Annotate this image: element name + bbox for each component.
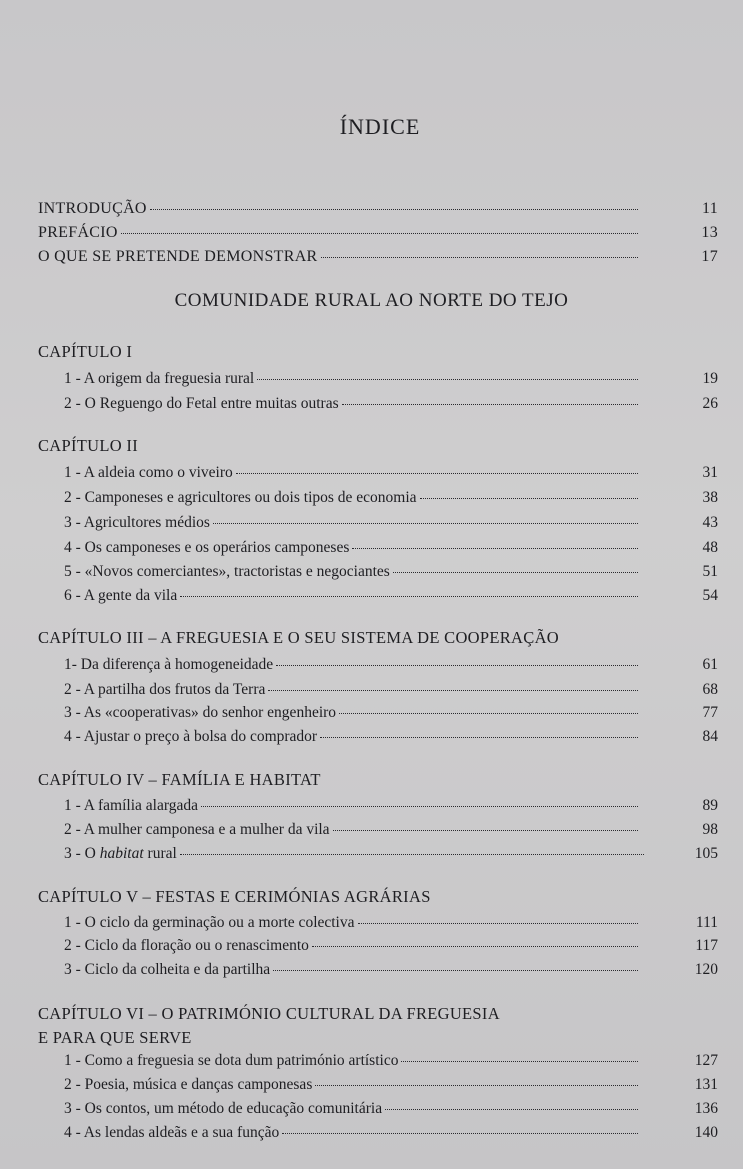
toc-entry[interactable] <box>64 539 718 557</box>
entry-label: 4 - Os camponeses e os operários camponeses <box>64 539 350 556</box>
dot-leader <box>352 548 638 549</box>
toc-entry[interactable] <box>64 914 718 932</box>
dot-leader <box>150 209 638 210</box>
toc-entry[interactable] <box>64 961 718 979</box>
chapter-heading[interactable]: CAPÍTULO V – FESTAS E CERIMÓNIAS AGRÁRIAS <box>38 887 431 906</box>
toc-entry[interactable] <box>38 200 718 218</box>
page-number: 13 <box>701 224 718 241</box>
dot-leader <box>393 572 638 573</box>
entry-label: 1 - A família alargada <box>64 797 198 814</box>
dot-leader <box>420 498 638 499</box>
entry-label: 1 - Como a freguesia se dota dum património artístico <box>64 1052 399 1069</box>
entry-label: O QUE SE PRETENDE DEMONSTRAR <box>38 248 318 265</box>
entry-label: INTRODUÇÃO <box>38 200 147 217</box>
toc-entry[interactable] <box>64 1052 718 1070</box>
page-number: 43 <box>702 514 718 531</box>
toc-entry[interactable] <box>64 797 718 815</box>
dot-leader <box>273 970 638 971</box>
entry-label: 2 - Poesia, música e danças camponesas <box>64 1076 313 1093</box>
entry-label: 1- Da diferença à homogeneidade <box>64 656 274 673</box>
dot-leader <box>321 257 638 258</box>
dot-leader <box>257 379 638 380</box>
page-number: 98 <box>702 821 718 838</box>
dot-leader <box>276 665 638 666</box>
page-number: 19 <box>702 370 718 387</box>
toc-entry[interactable] <box>64 1100 718 1118</box>
entry-label-italic: habitat <box>99 845 144 862</box>
dot-leader <box>268 690 638 691</box>
dot-leader <box>333 830 638 831</box>
dot-leader <box>236 473 638 474</box>
chapter-heading[interactable]: CAPÍTULO IV – FAMÍLIA E HABITAT <box>38 770 321 789</box>
entry-label: 2 - O Reguengo do Fetal entre muitas outras <box>64 395 339 412</box>
page-number: 136 <box>694 1100 718 1117</box>
dot-leader <box>180 854 644 855</box>
dot-leader <box>339 713 638 714</box>
page-number: 11 <box>701 200 718 217</box>
page-number: 140 <box>694 1124 718 1141</box>
toc-entry[interactable] <box>64 514 718 532</box>
page-number: 17 <box>701 248 718 265</box>
dot-leader <box>180 596 638 597</box>
page-number: 105 <box>694 845 718 862</box>
toc-entry[interactable] <box>64 704 718 722</box>
toc-entry[interactable] <box>64 821 718 839</box>
page-number: 77 <box>702 704 718 721</box>
chapter-heading[interactable]: CAPÍTULO III – A FREGUESIA E O SEU SISTEMA DE COOPERAÇÃO <box>38 628 559 647</box>
entry-label: 3 - Os contos, um método de educação comunitária <box>64 1100 383 1117</box>
entry-label: 6 - A gente da vila <box>64 587 178 604</box>
toc-entry[interactable] <box>64 1124 718 1142</box>
dot-leader <box>213 523 638 524</box>
page-number: 54 <box>702 587 718 604</box>
dot-leader <box>282 1133 638 1134</box>
entry-label: 2 - Ciclo da floração ou o renascimento <box>64 937 309 954</box>
entry-label: 2 - A mulher camponesa e a mulher da vila <box>64 821 330 838</box>
page-number: 48 <box>702 539 718 556</box>
dot-leader <box>401 1061 638 1062</box>
toc-entry[interactable] <box>64 1076 718 1094</box>
page-number: 89 <box>702 797 718 814</box>
entry-label: PREFÁCIO <box>38 224 118 241</box>
toc-entry[interactable] <box>64 395 718 413</box>
dot-leader <box>342 404 638 405</box>
chapter-heading[interactable]: CAPÍTULO VI – O PATRIMÓNIO CULTURAL DA FREGUESIA <box>38 1004 500 1023</box>
dot-leader <box>121 233 638 234</box>
toc-entry[interactable] <box>64 489 718 507</box>
toc-entry[interactable] <box>64 937 718 955</box>
toc-entry[interactable] <box>38 248 718 266</box>
toc-entry[interactable] <box>64 681 718 699</box>
dot-leader <box>312 946 638 947</box>
toc-entry[interactable] <box>64 587 718 605</box>
toc-entry[interactable] <box>38 224 718 242</box>
dot-leader <box>358 923 639 924</box>
toc-entry[interactable] <box>64 845 718 863</box>
dot-leader <box>315 1085 638 1086</box>
dot-leader <box>320 737 638 738</box>
entry-label <box>64 845 177 863</box>
entry-label: 4 - Ajustar o preço à bolsa do comprador <box>64 728 318 745</box>
entry-label: 2 - Camponeses e agricultores ou dois tipos de economia <box>64 489 417 506</box>
toc-entry[interactable] <box>64 656 718 674</box>
entry-label: 3 - Ciclo da colheita e da partilha <box>64 961 271 978</box>
entry-label: 1 - A aldeia como o viveiro <box>64 464 233 481</box>
entry-label: 1 - A origem da freguesia rural <box>64 370 255 387</box>
chapter-heading[interactable]: CAPÍTULO I <box>38 342 133 361</box>
dot-leader <box>201 806 638 807</box>
page-number: 111 <box>695 914 718 931</box>
entry-label: 2 - A partilha dos frutos da Terra <box>64 681 266 698</box>
page-number: 127 <box>694 1052 718 1069</box>
toc-entry[interactable] <box>64 728 718 746</box>
toc-entry[interactable] <box>64 464 718 482</box>
page-number: 120 <box>694 961 718 978</box>
page-number: 31 <box>702 464 718 481</box>
page-number: 26 <box>702 395 718 412</box>
entry-label: 3 - As «cooperativas» do senhor engenheiro <box>64 704 337 721</box>
chapter-heading-line2[interactable]: E PARA QUE SERVE <box>38 1028 192 1047</box>
page-number: 68 <box>702 681 718 698</box>
toc-entry[interactable] <box>64 370 718 388</box>
page-number: 131 <box>694 1076 718 1093</box>
entry-label-suffix: rural <box>143 845 177 862</box>
entry-label: 3 - Agricultores médios <box>64 514 210 531</box>
toc-entry[interactable] <box>64 563 718 581</box>
page-number: 84 <box>702 728 718 745</box>
page-number: 38 <box>702 489 718 506</box>
page-number: 117 <box>695 937 718 954</box>
section-title: COMUNIDADE RURAL AO NORTE DO TEJO <box>174 290 569 311</box>
dot-leader <box>385 1109 638 1110</box>
page-number: 51 <box>702 563 718 580</box>
page-number: 61 <box>702 656 718 673</box>
chapter-heading[interactable]: CAPÍTULO II <box>38 436 138 455</box>
entry-label: 1 - O ciclo da germinação ou a morte colectiva <box>64 914 355 931</box>
entry-label: 4 - As lendas aldeãs e a sua função <box>64 1124 280 1141</box>
entry-label-prefix: 3 - O <box>64 845 100 862</box>
index-title: ÍNDICE <box>339 114 421 139</box>
entry-label: 5 - «Novos comerciantes», tractoristas e negociantes <box>64 563 390 580</box>
